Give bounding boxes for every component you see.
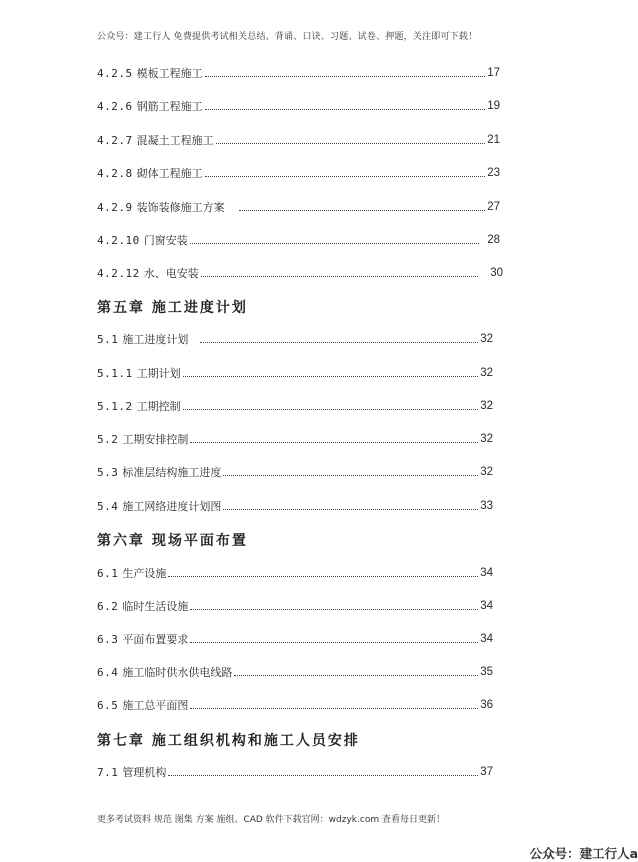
toc-number: 4.2.7	[97, 133, 133, 147]
toc-page-number: 34	[480, 567, 493, 579]
toc-entry-5-1[interactable]	[97, 330, 493, 348]
toc-title: 水、电安装	[143, 267, 199, 280]
toc-number: 6.1	[97, 566, 119, 580]
toc-entry-4-2-12[interactable]	[97, 264, 503, 282]
dot-leader	[200, 330, 478, 343]
toc-page-number: 32	[480, 333, 493, 345]
dot-leader	[183, 364, 479, 377]
toc-entry-7-1[interactable]	[97, 763, 493, 781]
toc-page-number: 34	[480, 633, 493, 645]
toc-number: 5.1	[97, 332, 119, 346]
toc-entry-5-4[interactable]	[97, 497, 493, 515]
toc-title: 施工总平面图	[122, 699, 189, 712]
page-header-notice: 公众号：建工行人 免费提供考试相关总结、背诵、口诀、习题、试卷、押题，关注即可下载！	[97, 32, 478, 42]
toc-number: 7.1	[97, 765, 119, 779]
toc-page-number: 27	[487, 201, 500, 213]
toc-page-number: 17	[487, 67, 500, 79]
toc-entry-6-3[interactable]	[97, 630, 493, 648]
toc-number: 5.1.1	[97, 366, 133, 380]
toc-title: 平面布置要求	[122, 633, 189, 646]
toc-number: 5.1.2	[97, 399, 133, 413]
toc-entry-4-2-6[interactable]	[97, 97, 500, 115]
toc-number: 6.3	[97, 632, 119, 646]
toc-page-number: 19	[487, 100, 500, 112]
toc-entry-6-5[interactable]	[97, 696, 493, 714]
wechat-watermark: 公众号：建工行人a	[529, 846, 638, 861]
chapter-heading-7[interactable]: 第七章 施工组织机构和施工人员安排	[97, 733, 360, 749]
dot-leader	[201, 264, 478, 277]
toc-number: 5.2	[97, 432, 119, 446]
toc-number: 4.2.8	[97, 166, 133, 180]
toc-number: 4.2.12	[97, 266, 140, 280]
toc-number: 5.3	[97, 465, 119, 479]
toc-title: 工期安排控制	[122, 433, 189, 446]
toc-title: 装饰装修施工方案	[136, 201, 225, 214]
chapter-heading-6[interactable]: 第六章 现场平面布置	[97, 533, 248, 549]
toc-entry-4-2-9[interactable]	[97, 198, 500, 216]
dot-leader	[190, 231, 479, 244]
toc-title: 施工临时供水供电线路	[122, 666, 233, 679]
toc-entry-4-2-8[interactable]	[97, 164, 500, 182]
toc-page-number: 32	[480, 466, 493, 478]
dot-leader	[234, 663, 478, 676]
toc-page-number: 32	[480, 433, 493, 445]
dot-leader	[223, 497, 478, 510]
toc-title: 管理机构	[122, 766, 167, 779]
toc-title: 工期控制	[136, 400, 181, 413]
toc-title: 钢筋工程施工	[136, 100, 203, 113]
dot-leader	[183, 397, 479, 410]
toc-title: 门窗安装	[143, 234, 188, 247]
toc-page-number: 35	[480, 666, 493, 678]
dot-leader	[239, 198, 486, 211]
dot-leader	[190, 597, 478, 610]
dot-leader	[205, 64, 486, 77]
toc-entry-6-2[interactable]	[97, 597, 493, 615]
toc-entry-4-2-7[interactable]	[97, 131, 500, 149]
toc-number: 4.2.10	[97, 233, 140, 247]
page-footer-notice: 更多考试资料 规范 图集 方案 施组、CAD 软件下载官网：wdzyk.com 查看每日更新！	[97, 815, 445, 825]
chapter-heading-5[interactable]: 第五章 施工进度计划	[97, 300, 248, 316]
dot-leader	[205, 97, 486, 110]
toc-entry-6-4[interactable]	[97, 663, 493, 681]
toc-number: 4.2.6	[97, 99, 133, 113]
toc-number: 4.2.5	[97, 66, 133, 80]
toc-entry-5-1-2[interactable]	[97, 397, 493, 415]
toc-title: 模板工程施工	[136, 67, 203, 80]
dot-leader	[190, 630, 478, 643]
toc-page-number: 32	[480, 400, 493, 412]
toc-title: 生产设施	[122, 567, 167, 580]
toc-title: 混凝土工程施工	[136, 134, 214, 147]
dot-leader	[168, 763, 478, 776]
toc-title: 施工进度计划	[122, 333, 189, 346]
toc-title: 工期计划	[136, 367, 181, 380]
toc-entry-4-2-10[interactable]	[97, 231, 500, 249]
toc-title: 施工网络进度计划图	[122, 500, 222, 513]
toc-page-number: 21	[487, 134, 500, 146]
dot-leader	[190, 430, 478, 443]
toc-number: 5.4	[97, 499, 119, 513]
toc-entry-5-3[interactable]	[97, 463, 493, 481]
toc-title: 标准层结构施工进度	[122, 466, 222, 479]
toc-page-number: 33	[480, 500, 493, 512]
dot-leader	[205, 164, 486, 177]
toc-number: 4.2.9	[97, 200, 133, 214]
toc-number: 6.5	[97, 698, 119, 712]
toc-page-number: 23	[487, 167, 500, 179]
toc-title: 临时生活设施	[122, 600, 189, 613]
toc-number: 6.4	[97, 665, 119, 679]
dot-leader	[168, 564, 478, 577]
dot-leader	[223, 463, 478, 476]
toc-page-number: 34	[480, 600, 493, 612]
toc-page-number: 30	[490, 267, 503, 279]
toc-entry-5-1-1[interactable]	[97, 364, 493, 382]
toc-page-number: 36	[480, 699, 493, 711]
dot-leader	[216, 131, 486, 144]
toc-entry-4-2-5[interactable]	[97, 64, 500, 82]
toc-number: 6.2	[97, 599, 119, 613]
toc-entry-6-1[interactable]	[97, 564, 493, 582]
toc-page-number: 37	[480, 766, 493, 778]
toc-page-number: 28	[487, 234, 500, 246]
toc-title: 砌体工程施工	[136, 167, 203, 180]
toc-entry-5-2[interactable]	[97, 430, 493, 448]
toc-page-number: 32	[480, 367, 493, 379]
dot-leader	[190, 696, 478, 709]
